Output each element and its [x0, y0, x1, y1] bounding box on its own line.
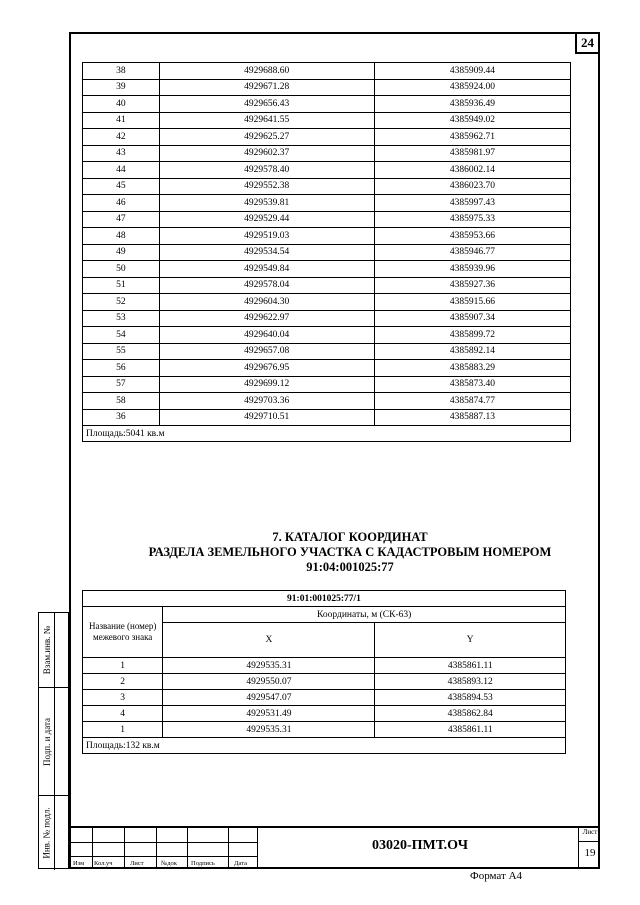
point-number: 51: [83, 277, 160, 294]
x-value: 4929625.27: [159, 129, 374, 146]
y-value: 4385894.53: [375, 690, 566, 706]
col-list: Лист: [130, 860, 144, 867]
x-value: 4929688.60: [159, 63, 374, 80]
table-row: [83, 360, 571, 377]
col-podpis: Подпись: [191, 860, 215, 867]
point-number: 46: [83, 195, 160, 212]
table-row: [83, 178, 571, 195]
y-value: 4385909.44: [374, 63, 570, 80]
table-row: [83, 112, 571, 129]
x-value: 4929671.28: [159, 79, 374, 96]
table-row: [83, 674, 566, 690]
x-value: 4929657.08: [159, 343, 374, 360]
y-value: 4385861.11: [375, 722, 566, 738]
table-row: [83, 162, 571, 179]
y-header: Y: [375, 623, 566, 658]
table-row: [83, 343, 571, 360]
table-row: [83, 211, 571, 228]
plot-id: 91:01:001025:77/1: [83, 591, 566, 607]
point-number: 2: [83, 674, 163, 690]
x-value: 4929535.31: [163, 658, 375, 674]
x-value: 4929547.07: [163, 690, 375, 706]
y-value: 4385946.77: [374, 244, 570, 261]
x-value: 4929519.03: [159, 228, 374, 245]
point-number: 49: [83, 244, 160, 261]
area-label-2: Площадь:132 кв.м: [83, 738, 566, 754]
x-value: 4929578.40: [159, 162, 374, 179]
table-row: [83, 261, 571, 278]
y-value: 4385997.43: [374, 195, 570, 212]
table-row: [83, 310, 571, 327]
y-value: 4385927.36: [374, 277, 570, 294]
table-row: [83, 658, 566, 674]
coordinates-table-1: [82, 62, 571, 442]
table-row: [83, 393, 571, 410]
point-number: 57: [83, 376, 160, 393]
x-value: 4929531.49: [163, 706, 375, 722]
y-value: 4385887.13: [374, 409, 570, 426]
table-row: [83, 63, 571, 80]
x-value: 4929640.04: [159, 327, 374, 344]
x-value: 4929550.07: [163, 674, 375, 690]
y-value: 4385975.33: [374, 211, 570, 228]
y-value: 4385873.40: [374, 376, 570, 393]
heading-line-2: РАЗДЕЛА ЗЕМЕЛЬНОГО УЧАСТКА С КАДАСТРОВЫМ НОМЕРОМ: [148, 545, 552, 559]
x-value: 4929552.38: [159, 178, 374, 195]
sign-date-label: Подп. и дата: [42, 717, 52, 766]
x-value: 4929656.43: [159, 96, 374, 113]
x-value: 4929529.44: [159, 211, 374, 228]
point-number: 50: [83, 261, 160, 278]
area-label-1: Площадь:5041 кв.м: [83, 426, 571, 442]
point-number: 1: [83, 722, 163, 738]
y-value: 4385953.66: [374, 228, 570, 245]
y-value: 4385939.96: [374, 261, 570, 278]
point-number: 1: [83, 658, 163, 674]
point-number: 44: [83, 162, 160, 179]
table-row: [83, 129, 571, 146]
table-row: [83, 228, 571, 245]
x-value: 4929710.51: [159, 409, 374, 426]
x-value: 4929549.84: [159, 261, 374, 278]
y-value: 4386002.14: [374, 162, 570, 179]
point-number: 43: [83, 145, 160, 162]
x-value: 4929602.37: [159, 145, 374, 162]
table-row: [83, 409, 571, 426]
table-row: [83, 145, 571, 162]
point-number: 38: [83, 63, 160, 80]
y-value: 4385915.66: [374, 294, 570, 311]
y-value: 4385892.14: [374, 343, 570, 360]
col-name-header: Название (номер) межевого знака: [83, 607, 163, 658]
document-code: 03020-ПМТ.ОЧ: [371, 838, 469, 853]
point-number: 53: [83, 310, 160, 327]
y-value: 4385962.71: [374, 129, 570, 146]
x-value: 4929703.36: [159, 393, 374, 410]
heading-line-3: 91:04:001025:77: [306, 560, 394, 574]
col-ndok: №док: [161, 860, 177, 867]
x-value: 4929539.81: [159, 195, 374, 212]
y-value: 4385883.29: [374, 360, 570, 377]
x-value: 4929622.97: [159, 310, 374, 327]
point-number: 3: [83, 690, 163, 706]
y-value: 4385924.00: [374, 79, 570, 96]
point-number: 41: [83, 112, 160, 129]
sheet-label: Лист: [582, 828, 598, 836]
point-number: 47: [83, 211, 160, 228]
point-number: 36: [83, 409, 160, 426]
table-row: [83, 195, 571, 212]
y-value: 4386023.70: [374, 178, 570, 195]
y-value: 4385862.84: [375, 706, 566, 722]
x-value: 4929535.31: [163, 722, 375, 738]
point-number: 52: [83, 294, 160, 311]
point-number: 42: [83, 129, 160, 146]
coordinates-table-2: [82, 590, 566, 754]
coords-header: Координаты, м (СК-63): [163, 607, 566, 623]
table-row: [83, 376, 571, 393]
y-value: 4385893.12: [375, 674, 566, 690]
point-number: 4: [83, 706, 163, 722]
point-number: 48: [83, 228, 160, 245]
x-value: 4929534.54: [159, 244, 374, 261]
point-number: 55: [83, 343, 160, 360]
y-value: 4385907.34: [374, 310, 570, 327]
heading-line-1: 7. КАТАЛОГ КООРДИНАТ: [272, 530, 428, 544]
side-stamp: [38, 612, 69, 869]
x-value: 4929676.95: [159, 360, 374, 377]
point-number: 54: [83, 327, 160, 344]
y-value: 4385936.49: [374, 96, 570, 113]
y-value: 4385949.02: [374, 112, 570, 129]
table-row: [83, 722, 566, 738]
point-number: 45: [83, 178, 160, 195]
sheet-number: 19: [584, 847, 596, 859]
format-label: Формат А4: [470, 870, 523, 882]
table-row: [83, 244, 571, 261]
page-number: 24: [575, 32, 600, 54]
point-number: 58: [83, 393, 160, 410]
table-row: [83, 327, 571, 344]
table-row: [83, 294, 571, 311]
table-row: [83, 277, 571, 294]
x-value: 4929604.30: [159, 294, 374, 311]
inv-vzam-label: Взам.инв. №: [42, 625, 52, 675]
section-heading: [130, 530, 570, 575]
col-data: Дата: [234, 860, 247, 867]
y-value: 4385899.72: [374, 327, 570, 344]
table-row: [83, 96, 571, 113]
y-value: 4385861.11: [375, 658, 566, 674]
col-kol-uch: Кол.уч: [94, 860, 113, 867]
y-value: 4385981.97: [374, 145, 570, 162]
table-row: [83, 79, 571, 96]
inv-podl-label: Инв. № подл.: [42, 807, 52, 859]
y-value: 4385874.77: [374, 393, 570, 410]
x-value: 4929699.12: [159, 376, 374, 393]
point-number: 39: [83, 79, 160, 96]
point-number: 40: [83, 96, 160, 113]
col-izm: Изм: [73, 860, 85, 867]
x-value: 4929578.04: [159, 277, 374, 294]
table-row: [83, 706, 566, 722]
point-number: 56: [83, 360, 160, 377]
table-row: [83, 690, 566, 706]
x-value: 4929641.55: [159, 112, 374, 129]
x-header: X: [163, 623, 375, 658]
